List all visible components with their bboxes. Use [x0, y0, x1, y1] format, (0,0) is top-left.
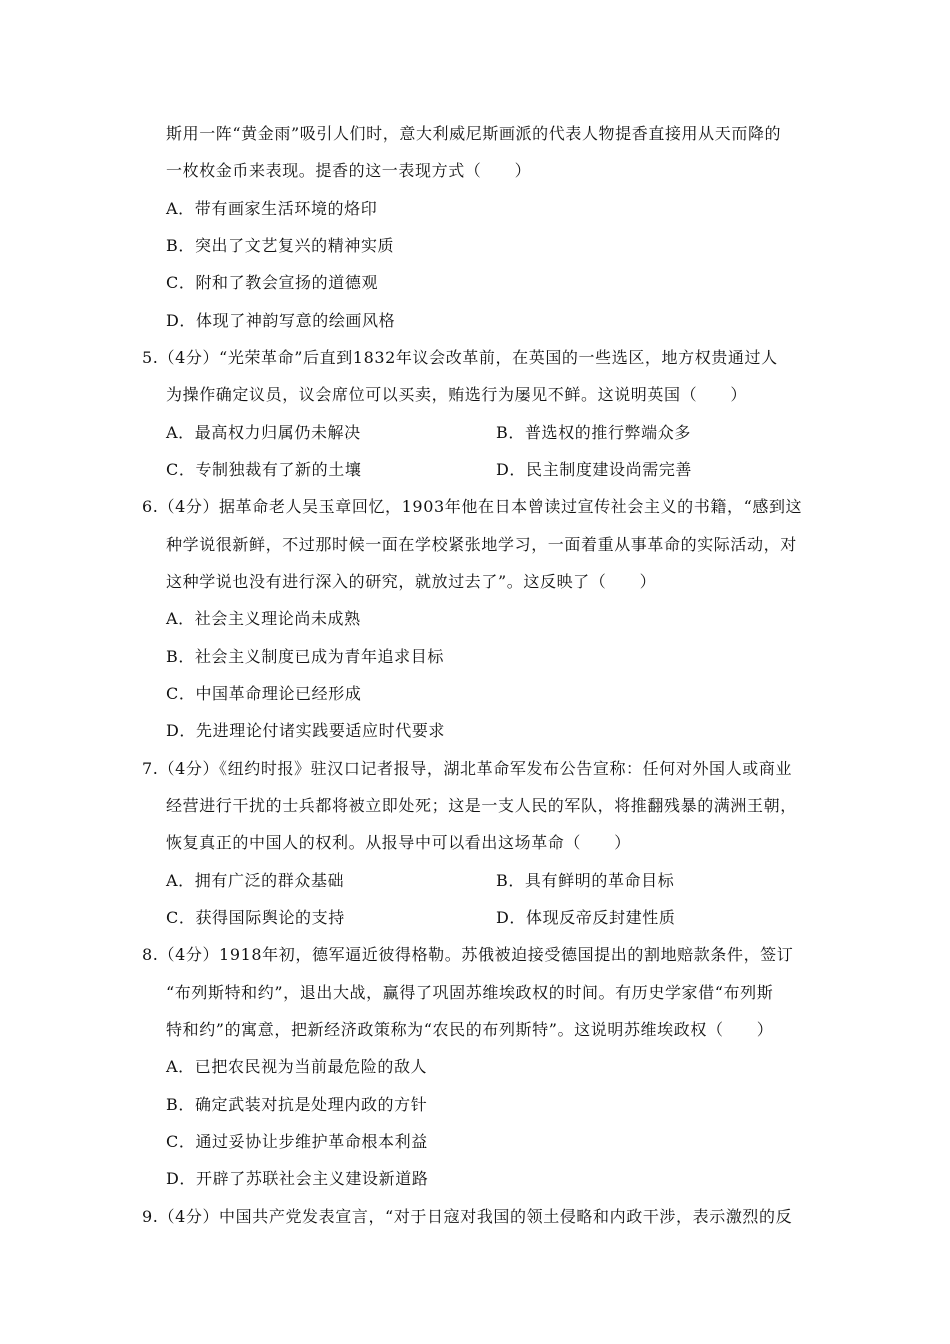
question-7-option-d[interactable]: D．体现反帝反封建性质: [496, 908, 676, 927]
question-6-text-line-2: 种学说很新鲜，不过那时候一面在学校紧张地学习，一面着重从事革命的实际活动，对: [166, 535, 797, 554]
question-5-option-b[interactable]: B．普选权的推行弊端众多: [496, 423, 691, 442]
question-7-text-line-1: 7.（4分）《纽约时报》驻汉口记者报导，湖北革命军发布公告宣称：任何对外国人或商业: [142, 759, 793, 778]
question-7-text-line-3: 恢复真正的中国人的权利。从报导中可以看出这场革命（ ）: [166, 833, 631, 852]
question-5-option-c[interactable]: C．专制独裁有了新的土壤: [166, 460, 362, 479]
question-4-text-line-2: 一枚枚金币来表现。提香的这一表现方式（ ）: [166, 161, 532, 180]
question-5-option-d[interactable]: D．民主制度建设尚需完善: [496, 460, 693, 479]
question-4-option-d[interactable]: D．体现了神韵写意的绘画风格: [166, 311, 396, 330]
question-8-text-line-1: 8.（4分）1918年初，德军逼近彼得格勒。苏俄被迫接受德国提出的割地赔款条件，签订: [142, 945, 794, 964]
question-8-option-c[interactable]: C．通过妥协让步维护革命根本利益: [166, 1132, 428, 1151]
question-5-option-a[interactable]: A．最高权力归属仍未解决: [166, 423, 361, 442]
question-4-text-line-1: 斯用一阵“黄金雨”吸引人们时，意大利威尼斯画派的代表人物提香直接用从天而降的: [166, 124, 782, 143]
question-6-text-line-1: 6.（4分）据革命老人吴玉章回忆，1903年他在日本曾读过宣传社会主义的书籍，“感到这: [142, 497, 803, 516]
question-4-option-b[interactable]: B．突出了文艺复兴的精神实质: [166, 236, 395, 255]
question-7-text-line-2: 经营进行干扰的士兵都将被立即处死；这是一支人民的军队，将推翻残暴的满洲王朝，: [166, 796, 797, 815]
question-8-text-line-2: “布列斯特和约”，退出大战，赢得了巩固苏维埃政权的时间。有历史学家借“布列斯: [166, 983, 774, 1002]
question-7-option-b[interactable]: B．具有鲜明的革命目标: [496, 871, 675, 890]
question-8-text-line-3: 特和约”的寓意，把新经济政策称为“农民的布列斯特”。这说明苏维埃政权（ ）: [166, 1020, 774, 1039]
question-6-option-d[interactable]: D．先进理论付诸实践要适应时代要求: [166, 721, 446, 740]
question-6-option-c[interactable]: C．中国革命理论已经形成: [166, 684, 362, 703]
question-7-option-a[interactable]: A．拥有广泛的群众基础: [166, 871, 345, 890]
question-6-text-line-3: 这种学说也没有进行深入的研究，就放过去了”。这反映了（ ）: [166, 572, 657, 591]
question-8-option-d[interactable]: D．开辟了苏联社会主义建设新道路: [166, 1169, 429, 1188]
question-8-option-b[interactable]: B．确定武装对抗是处理内政的方针: [166, 1095, 428, 1114]
question-5-text-line-1: 5.（4分）“光荣革命”后直到1832年议会改革前，在英国的一些选区，地方权贵通过人: [142, 348, 778, 367]
question-9-text-line-1: 9.（4分）中国共产党发表宣言，“对于日寇对我国的领土侵略和内政干涉，表示激烈的反: [142, 1207, 793, 1226]
question-6-option-a[interactable]: A．社会主义理论尚未成熟: [166, 609, 361, 628]
question-8-option-a[interactable]: A．已把农民视为当前最危险的敌人: [166, 1057, 428, 1076]
question-5-text-line-2: 为操作确定议员，议会席位可以买卖，贿选行为屡见不鲜。这说明英国（ ）: [166, 385, 748, 404]
question-4-option-a[interactable]: A．带有画家生活环境的烙印: [166, 199, 378, 218]
question-4-option-c[interactable]: C．附和了教会宣扬的道德观: [166, 273, 379, 292]
question-6-option-b[interactable]: B．社会主义制度已成为青年追求目标: [166, 647, 444, 666]
question-7-option-c[interactable]: C．获得国际舆论的支持: [166, 908, 345, 927]
